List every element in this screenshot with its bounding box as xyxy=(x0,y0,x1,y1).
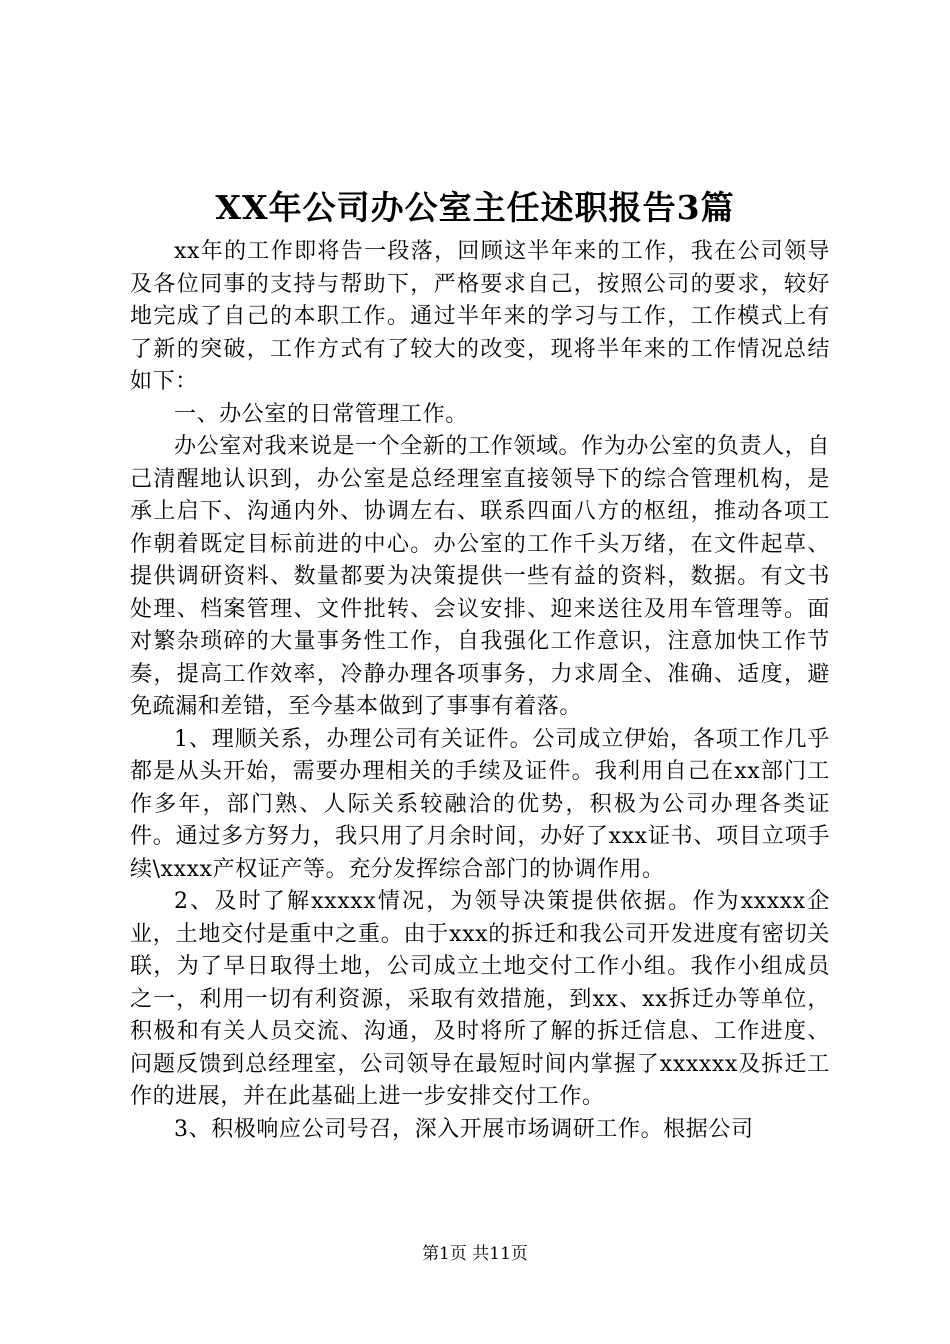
paragraph-item-3: 3、积极响应公司号召，深入开展市场调研工作。根据公司 xyxy=(174,1116,754,1142)
page-footer: 第1页 共11页 xyxy=(422,1244,528,1264)
document-title: XX年公司办公室主任述职报告3篇 xyxy=(215,188,735,227)
document-body xyxy=(130,236,830,1146)
paragraph-item-2: 2、及时了解xxxxx情况，为领导决策提供依据。作为xxxxx企业，土地交付是重中之重。由于xxx的拆迁和我公司开发进度有密切关联，为了早日取得土地，公司成立土地交付工作小组。我作小组成员之一，利用一切有利资源，采取有效措施，到xx、xx拆迁办等单位，积极和有关人员交流、沟通，及时将所了解的拆迁信息、工作进度、问题反馈到总经理室，公司领导在最短时间内掌握了xxxxxx及拆迁工作的进展，并在此基础上进一步安排交付工作。 xyxy=(130,889,830,1109)
section-heading-daily-management: 一、办公室的日常管理工作。 xyxy=(174,401,468,427)
paragraph-intro: xx年的工作即将告一段落，回顾这半年来的工作，我在公司领导及各位同事的支持与帮助下，严格要求自己，按照公司的要求，较好地完成了自己的本职工作。通过半年来的学习与工作，工作模式上有了新的突破，工作方式有了较大的改变，现将半年来的工作情况总结如下： xyxy=(130,239,830,394)
paragraph-office-role: 办公室对我来说是一个全新的工作领域。作为办公室的负责人，自己清醒地认识到，办公室是总经理室直接领导下的综合管理机构，是承上启下、沟通内外、协调左右、联系四面八方的枢纽，推动各项工作朝着既定目标前进的中心。办公室的工作千头万绪，在文件起草、提供调研资料、数量都要为决策提供一些有益的资料，数据。有文书处理、档案管理、文件批转、会议安排、迎来送往及用车管理等。面对繁杂琐碎的大量事务性工作，自我强化工作意识，注意加快工作节奏，提高工作效率，冷静办理各项事务，力求周全、准确、适度，避免疏漏和差错，至今基本做到了事事有着落。 xyxy=(130,434,830,719)
paragraph-item-1: 1、理顺关系，办理公司有关证件。公司成立伊始，各项工作几乎都是从头开始，需要办理相关的手续及证件。我利用自己在xx部门工作多年，部门熟、人际关系较融洽的优势，积极为公司办理各类证件。通过多方努力，我只用了月余时间，办好了xxx证书、项目立项手续\xxxx产权证产等。充分发挥综合部门的协调作用。 xyxy=(130,726,830,882)
